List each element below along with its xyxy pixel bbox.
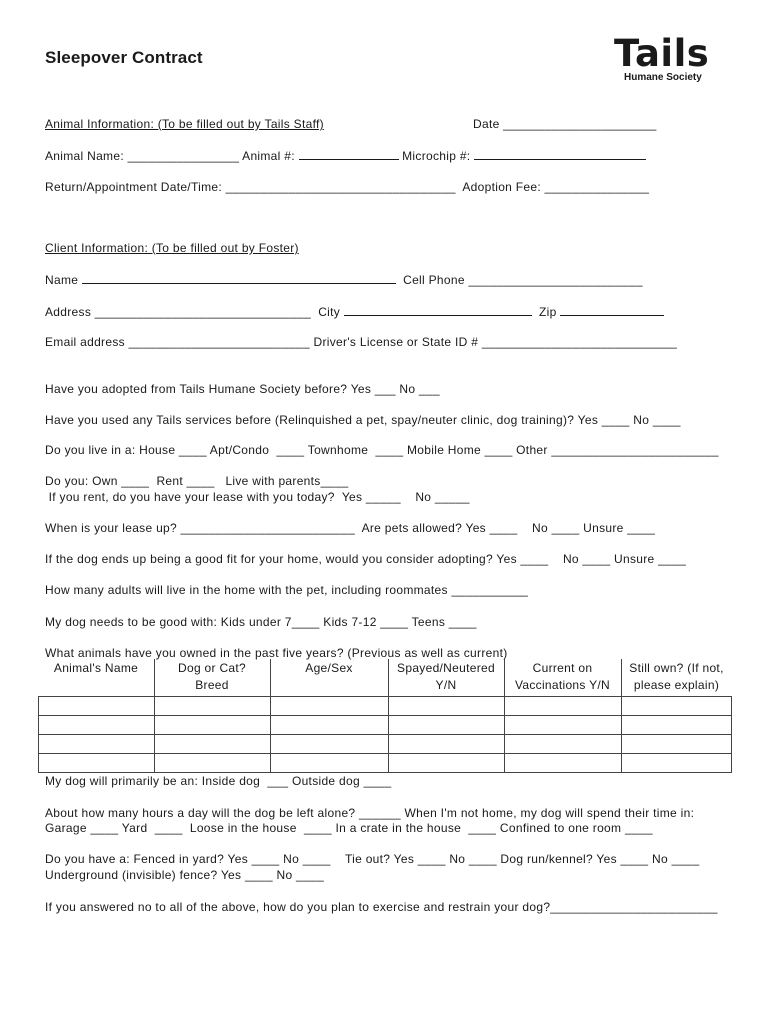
table-cell[interactable]: [270, 697, 388, 716]
microchip-field[interactable]: [474, 148, 646, 160]
column-header: [154, 659, 270, 697]
header-still-own: Still own? (If not,: [629, 661, 724, 675]
email-license-row[interactable]: Email address __________________________ Driver's License or State ID # ____________________________: [45, 335, 678, 349]
address-city-label[interactable]: Address _______________________________ City: [45, 305, 344, 319]
table-cell[interactable]: [621, 716, 732, 735]
table-cell[interactable]: [154, 716, 270, 735]
table-cell[interactable]: [388, 716, 504, 735]
header-vaccinations: Vaccinations Y/N: [514, 678, 611, 692]
column-header: [504, 659, 621, 697]
client-name-row: [45, 272, 643, 287]
logo-wordmark: Tails: [614, 32, 710, 75]
question-services[interactable]: Have you used any Tails services before (Relinquished a pet, spay/neuter clinic, dog training)? Yes ____ No ____: [45, 413, 681, 427]
header-current-on: Current on: [532, 661, 593, 675]
question-adults[interactable]: How many adults will live in the home with the pet, including roommates ___________: [45, 583, 529, 597]
table-row: [39, 754, 732, 773]
table-cell[interactable]: [154, 754, 270, 773]
header-spayed-neutered: Spayed/Neutered: [397, 661, 495, 675]
question-animals-owned: What animals have you owned in the past five years? (Previous as well as current): [45, 646, 508, 660]
zip-field[interactable]: [560, 304, 664, 316]
table-cell[interactable]: [154, 735, 270, 754]
table-cell[interactable]: [621, 697, 732, 716]
table-cell[interactable]: [388, 754, 504, 773]
name-field[interactable]: [82, 272, 396, 284]
header-dog-or-cat: Dog or Cat?: [178, 661, 246, 675]
table-cell[interactable]: [504, 716, 621, 735]
table-cell[interactable]: [270, 735, 388, 754]
table-cell[interactable]: [39, 697, 155, 716]
animal-number-field[interactable]: [299, 148, 399, 160]
column-header: [270, 659, 388, 697]
table-row: [39, 697, 732, 716]
animal-id-row: [45, 148, 646, 163]
animal-name-number-label[interactable]: Animal Name: ________________ Animal #:: [45, 149, 299, 163]
column-header: [621, 659, 732, 697]
question-good-with[interactable]: My dog needs to be good with: Kids under 7____ Kids 7-12 ____ Teens ____: [45, 615, 477, 629]
table-cell[interactable]: [621, 754, 732, 773]
header-breed: Breed: [195, 678, 229, 692]
question-residence[interactable]: Do you live in a: House ____ Apt/Condo ____ Townhome ____ Mobile Home ____ Other ________________________: [45, 443, 719, 457]
question-own-rent[interactable]: Do you: Own ____ Rent ____ Live with parents____: [45, 474, 349, 488]
page-title: Sleepover Contract: [45, 48, 203, 67]
table-cell[interactable]: [270, 754, 388, 773]
header-yn: Y/N: [435, 678, 457, 692]
table-cell[interactable]: [39, 735, 155, 754]
client-section-heading: Client Information: (To be filled out by Foster): [45, 241, 299, 255]
name-label: Name: [45, 273, 82, 287]
question-hours-alone[interactable]: About how many hours a day will the dog be left alone? ______ When I'm not home, my dog will spend their time in:: [45, 806, 695, 820]
question-consider-adopting[interactable]: If the dog ends up being a good fit for your home, would you consider adopting? Yes ____ No ____ Unsure ____: [45, 552, 687, 566]
question-fence[interactable]: Do you have a: Fenced in yard? Yes ____ No ____ Tie out? Yes ____ No ____ Dog run/kennel? Yes ____ No ____: [45, 852, 700, 866]
table-cell[interactable]: [39, 754, 155, 773]
table-cell[interactable]: [504, 754, 621, 773]
table-cell[interactable]: [39, 716, 155, 735]
header-animal-name: Animal's Name: [53, 661, 139, 675]
table-cell[interactable]: [154, 697, 270, 716]
table-cell[interactable]: [388, 697, 504, 716]
table-cell[interactable]: [621, 735, 732, 754]
header-age-sex: Age/Sex: [305, 661, 353, 675]
column-header: [39, 659, 155, 697]
return-date-row[interactable]: Return/Appointment Date/Time: _________________________________ Adoption Fee: _______________: [45, 180, 650, 194]
header-please-explain: please explain): [633, 678, 720, 692]
question-underground-fence[interactable]: Underground (invisible) fence? Yes ____ No ____: [45, 868, 324, 882]
table-row: [39, 716, 732, 735]
table-row: [39, 735, 732, 754]
tails-logo: [614, 34, 724, 86]
question-lease[interactable]: If you rent, do you have your lease with you today? Yes _____ No _____: [45, 490, 470, 504]
table-cell[interactable]: [504, 697, 621, 716]
zip-label: Zip: [531, 305, 561, 319]
date-field[interactable]: Date ______________________: [473, 117, 657, 131]
table-cell[interactable]: [504, 735, 621, 754]
question-lease-up[interactable]: When is your lease up? _________________________ Are pets allowed? Yes ____ No ____ Unsure ____: [45, 521, 656, 535]
animal-section-heading: Animal Information: (To be filled out by Tails Staff): [45, 117, 324, 131]
table-cell[interactable]: [270, 716, 388, 735]
address-row: [45, 304, 664, 319]
question-adopted[interactable]: Have you adopted from Tails Humane Society before? Yes ___ No ___: [45, 382, 440, 396]
animal-history-table: [38, 659, 732, 773]
city-field[interactable]: [344, 304, 532, 316]
table-cell[interactable]: [388, 735, 504, 754]
microchip-label: Microchip #:: [398, 149, 475, 163]
table-header-row: [39, 659, 732, 697]
question-inside-outside[interactable]: My dog will primarily be an: Inside dog ___ Outside dog ____: [45, 774, 392, 788]
column-header: [388, 659, 504, 697]
cell-phone-field[interactable]: Cell Phone _________________________: [395, 273, 643, 287]
logo-subtitle: Humane Society: [624, 72, 702, 83]
question-exercise[interactable]: If you answered no to all of the above, how do you plan to exercise and restrain your dog?________________________: [45, 900, 718, 914]
question-where-alone[interactable]: Garage ____ Yard ____ Loose in the house ____ In a crate in the house ____ Confined to one room ____: [45, 821, 653, 835]
